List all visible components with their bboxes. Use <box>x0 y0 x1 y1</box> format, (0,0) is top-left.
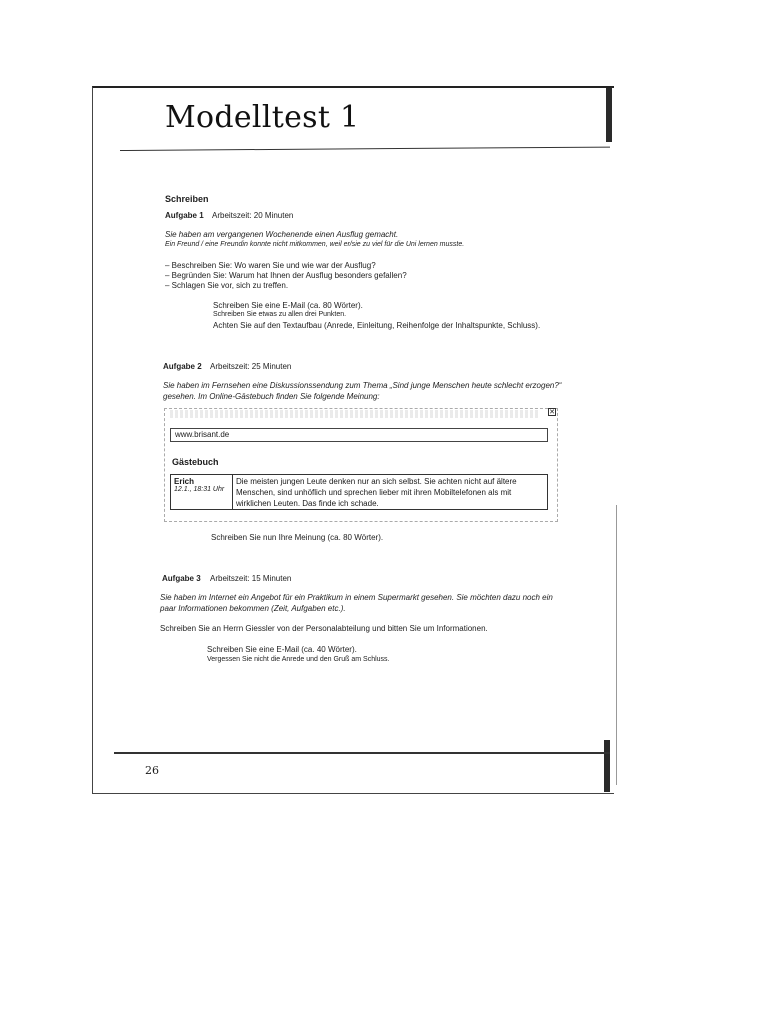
task1-label: Aufgabe 1 <box>165 211 204 220</box>
comment-author: Erich <box>174 477 195 486</box>
task3-label: Aufgabe 3 <box>162 574 201 583</box>
page-edge-shadow-top <box>606 88 612 142</box>
task3-instruction: Vergessen Sie nicht die Anrede und den Gruß am Schluss. <box>207 656 390 663</box>
task1-bullet: – Schlagen Sie vor, sich zu treffen. <box>165 281 289 290</box>
page-title: Modelltest 1 <box>165 100 360 135</box>
task1-bullet: – Beschreiben Sie: Wo waren Sie und wie war der Ausflug? <box>165 261 376 270</box>
comment-line: Menschen, sind unhöflich und sprechen lieber mit ihren Mobiltelefonen als mit <box>236 488 512 497</box>
comment-line: wirklichen Leuten. Das finde ich schade. <box>236 499 379 508</box>
task1-time: Arbeitszeit: 20 Minuten <box>212 211 294 220</box>
comment-line: Die meisten jungen Leute denken nur an sich selbst. Sie achten nicht auf ältere <box>236 477 517 486</box>
task3-line: Schreiben Sie an Herrn Giessler von der Personalabteilung und bitten Sie um Informationen. <box>160 624 488 633</box>
task1-instruction: Schreiben Sie eine E-Mail (ca. 80 Wörter). <box>213 301 363 310</box>
task2-instruction: Schreiben Sie nun Ihre Meinung (ca. 80 Wörter). <box>211 533 384 542</box>
task2-time: Arbeitszeit: 25 Minuten <box>210 362 292 371</box>
url-bar: www.brisant.de <box>170 428 548 442</box>
task1-bullet: – Begründen Sie: Warum hat Ihnen der Ausflug besonders gefallen? <box>165 271 407 280</box>
task2-intro-1: Sie haben im Fernsehen eine Diskussionssendung zum Thema „Sind junge Menschen heute schlecht erzogen?“ <box>163 381 562 390</box>
task2-label: Aufgabe 2 <box>163 362 202 371</box>
task2-intro-2: gesehen. Im Online-Gästebuch finden Sie folgende Meinung: <box>163 392 380 401</box>
task3-intro-2: paar Informationen bekommen (Zeit, Aufgaben etc.). <box>160 604 346 613</box>
guestbook-comment <box>170 474 548 510</box>
footer-divider <box>114 752 610 754</box>
task3-time: Arbeitszeit: 15 Minuten <box>210 574 292 583</box>
task1-intro-1: Sie haben am vergangenen Wochenende einen Ausflug gemacht. <box>165 230 399 239</box>
section-heading: Schreiben <box>165 194 209 204</box>
comment-meta <box>171 475 233 509</box>
task1-intro-2: Ein Freund / eine Freundin konnte nicht mitkommen, weil er/sie zu viel für die Uni lernen musste. <box>165 241 465 248</box>
task1-instruction: Achten Sie auf den Textaufbau (Anrede, Einleitung, Reihenfolge der Inhaltspunkte, Schluss). <box>213 321 541 330</box>
task3-instruction: Schreiben Sie eine E-Mail (ca. 40 Wörter). <box>207 645 357 654</box>
page-edge-shadow-bottom <box>604 740 610 792</box>
page-number: 26 <box>145 764 159 777</box>
close-icon: ✕ <box>549 409 555 416</box>
guestbook-title: Gästebuch <box>172 457 219 467</box>
task1-instruction: Schreiben Sie etwas zu allen drei Punkten. <box>213 311 347 318</box>
task3-intro-1: Sie haben im Internet ein Angebot für ein Praktikum in einem Supermarkt gesehen. Sie möchten dazu noch ein <box>160 593 553 602</box>
comment-date: 12.1., 18:31 Uhr <box>174 486 225 493</box>
comment-text <box>233 475 547 509</box>
scan-artifact-line <box>616 505 617 785</box>
browser-toolbar-blurred <box>170 410 540 418</box>
